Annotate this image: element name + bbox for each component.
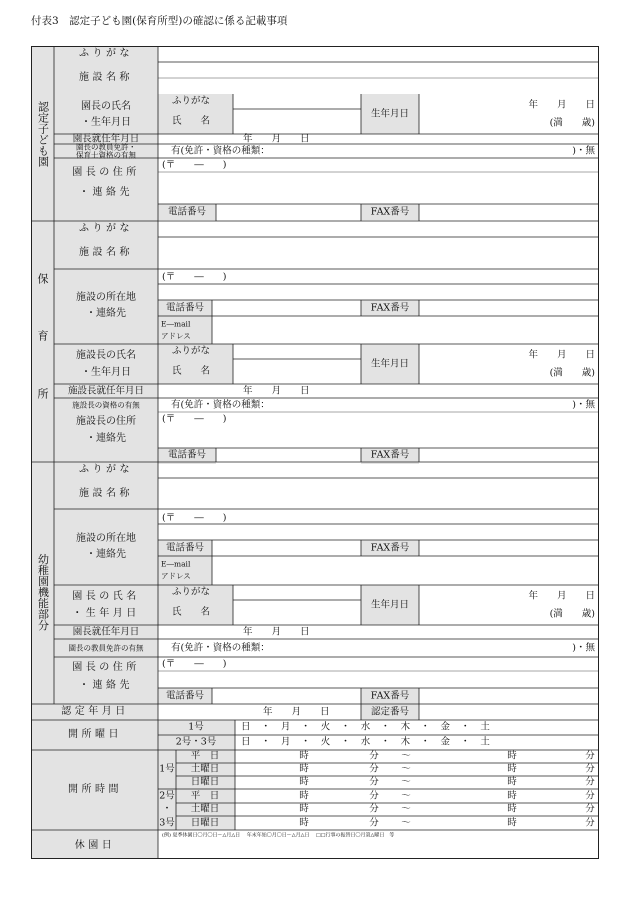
start-date-ymd-1: 年 月 日 — [243, 133, 310, 145]
label-birthdate-1: 生年月日 — [370, 108, 410, 120]
label-furigana-1: ふりがな — [79, 48, 133, 59]
license-none-2: )・無 — [572, 399, 595, 411]
section-label-kodomoen: 認定子ども園 — [36, 101, 50, 167]
hour-ji-end-4: 時 — [507, 790, 517, 802]
label-opening-hours: 開所時間 — [68, 784, 122, 795]
label-license-1a: 園長の教員免許・ — [76, 142, 136, 152]
hour-ji-4: 時 — [299, 790, 309, 802]
form-title: 付表3 認定子ども園(保育所型)の確認に係る記載事項 — [31, 15, 288, 27]
label-principal-name-1b: ・生年月日 — [81, 117, 131, 128]
label-weekday-1: 平 日 — [190, 750, 220, 762]
hour-ji-3: 時 — [299, 776, 309, 788]
label-type23-days: 2号・3号 — [175, 736, 217, 748]
label-sunday-1: 日曜日 — [190, 776, 220, 788]
label-name-3: 氏 名 — [172, 606, 211, 618]
hour-kara-4: 〜 — [401, 790, 411, 802]
label-phone-1: 電話番号 — [167, 206, 207, 218]
label-email-2b: アドレス — [161, 331, 191, 341]
age-3: (満 歳) — [549, 608, 595, 620]
hour-kara-2: 〜 — [401, 763, 411, 775]
label-saturday-1: 土曜日 — [190, 763, 220, 775]
birthdate-ymd-1: 年 月 日 — [528, 99, 595, 111]
label-principal-address-3b: ・連絡先 — [79, 680, 133, 691]
label-location-2a: 施設の所在地 — [76, 292, 136, 303]
hour-ji-6: 時 — [299, 817, 309, 829]
hour-fun-2: 分 — [369, 763, 379, 775]
section-label-yochien: 幼稚園機能部分 — [36, 553, 50, 631]
section-label-hoikusho-2: 育 — [37, 329, 49, 343]
label-teacher-license-3: 園長の教員免許の有無 — [68, 643, 144, 653]
label-type1-days: 1号 — [188, 721, 204, 733]
closed-days-example: (例) 夏季休園日〇月〇日〜△月△日 年末年始〇月〇日〜△月△日 □□行事の振替日〇月第△曜日 等 — [162, 832, 395, 839]
confirmation-form-table — [31, 46, 599, 859]
label-birthdate-2: 生年月日 — [370, 358, 410, 370]
label-email-2a: E―mail — [161, 319, 191, 329]
label-facility-name-1: 施設名称 — [79, 72, 133, 83]
label-qualification-2: 施設長の資格の有無 — [72, 400, 140, 410]
license-type-2: 有(免許・資格の種類： — [171, 399, 270, 411]
label-phone-2: 電話番号 — [165, 302, 205, 314]
postal-code-2: (〒 ― ) — [162, 271, 227, 283]
hour-fun-3: 分 — [369, 776, 379, 788]
start-date-ymd-3: 年 月 日 — [243, 626, 310, 638]
hour-ji-end-2: 時 — [507, 763, 517, 775]
label-weekday-2: 平 日 — [190, 790, 220, 802]
label-director-address-2b: ・連絡先 — [86, 433, 126, 444]
label-certification-number: 認定番号 — [370, 706, 410, 718]
hour-ji-1: 時 — [299, 750, 309, 762]
license-none-3: )・無 — [572, 642, 595, 654]
hour-ji-end-3: 時 — [507, 776, 517, 788]
postal-code-1: (〒 ― ) — [162, 159, 227, 171]
section-label-hoikusho-3: 所 — [37, 387, 49, 401]
label-furigana-2: ふりがな — [79, 223, 133, 234]
label-principal-address-3a: 園長の住所 — [72, 662, 140, 673]
label-facility-name-2: 施設名称 — [79, 247, 133, 258]
label-principal-start-date: 園長就任年月日 — [72, 133, 140, 145]
weekdays-type23: 日 ・ 月 ・ 火 ・ 水 ・ 木 ・ 金 ・ 土 — [241, 736, 491, 748]
label-furigana-small-2: ふりがな — [172, 345, 211, 357]
label-saturday-2: 土曜日 — [190, 803, 220, 815]
hour-fun-6: 分 — [369, 817, 379, 829]
label-fax-4: FAX番号 — [370, 542, 410, 554]
label-principal-name-1a: 園長の氏名 — [81, 101, 131, 112]
start-date-ymd-2: 年 月 日 — [243, 385, 310, 397]
hour-ji-end-1: 時 — [507, 750, 517, 762]
label-email-4b: アドレス — [161, 571, 191, 581]
label-fax-3: FAX番号 — [370, 449, 410, 461]
label-name-1: 氏 名 — [172, 115, 211, 127]
hour-kara-6: 〜 — [401, 817, 411, 829]
hour-ji-5: 時 — [299, 803, 309, 815]
hour-fun-end-2: 分 — [585, 763, 595, 775]
label-phone-3: 電話番号 — [167, 449, 207, 461]
hour-fun-end-4: 分 — [585, 790, 595, 802]
license-none-1: )・無 — [572, 145, 595, 157]
age-2: (満 歳) — [549, 367, 595, 379]
label-director-start-date: 施設長就任年月日 — [67, 385, 145, 397]
label-email-4a: E―mail — [161, 559, 191, 569]
label-type1-hours: 1号 — [159, 763, 175, 775]
certification-date-ymd: 年 月 日 — [263, 706, 330, 718]
label-phone-5: 電話番号 — [165, 690, 205, 702]
label-birthdate-3: 生年月日 — [370, 599, 410, 611]
label-principal-address-1b: ・連絡先 — [79, 187, 133, 198]
label-principal-address-1a: 園長の住所 — [72, 167, 140, 178]
weekdays-type1: 日 ・ 月 ・ 火 ・ 水 ・ 木 ・ 金 ・ 土 — [241, 721, 491, 733]
label-director-address-2a: 施設長の住所 — [76, 416, 136, 427]
hour-fun-1: 分 — [369, 750, 379, 762]
label-sunday-2: 日曜日 — [190, 817, 220, 829]
hour-fun-end-5: 分 — [585, 803, 595, 815]
label-furigana-3: ふりがな — [79, 464, 133, 475]
label-principal-name-3b: ・生年月日 — [72, 608, 140, 619]
label-location-2b: ・連絡先 — [86, 308, 126, 319]
label-certification-date: 認定年月日 — [61, 706, 129, 717]
birthdate-ymd-3: 年 月 日 — [528, 590, 595, 602]
postal-code-5: (〒 ― ) — [162, 658, 227, 670]
label-director-name-2b: ・生年月日 — [81, 367, 131, 378]
label-facility-name-3: 施設名称 — [79, 488, 133, 499]
label-type2-hours: 2号 — [159, 790, 175, 802]
hour-ji-end-5: 時 — [507, 803, 517, 815]
label-fax-1: FAX番号 — [370, 206, 410, 218]
label-dot-hours: ・ — [162, 803, 172, 815]
age-1: (満 歳) — [549, 117, 595, 129]
label-director-name-2a: 施設長の氏名 — [76, 350, 136, 361]
hour-fun-4: 分 — [369, 790, 379, 802]
hour-fun-end-3: 分 — [585, 776, 595, 788]
hour-kara-5: 〜 — [401, 803, 411, 815]
label-location-3b: ・連絡先 — [86, 549, 126, 560]
label-closed-days: 休園日 — [74, 840, 116, 851]
label-fax-5: FAX番号 — [370, 690, 410, 702]
label-name-2: 氏 名 — [172, 365, 211, 377]
license-type-3: 有(免許・資格の種類： — [171, 642, 270, 654]
hour-fun-end-1: 分 — [585, 750, 595, 762]
label-license-1b: 保育士資格の有無 — [76, 150, 136, 160]
hour-kara-1: 〜 — [401, 750, 411, 762]
postal-code-4: (〒 ― ) — [162, 512, 227, 524]
hour-fun-5: 分 — [369, 803, 379, 815]
label-fax-2: FAX番号 — [370, 302, 410, 314]
label-principal-start-date-3: 園長就任年月日 — [72, 626, 140, 638]
hour-kara-3: 〜 — [401, 776, 411, 788]
hour-fun-end-6: 分 — [585, 817, 595, 829]
postal-code-3: (〒 ― ) — [162, 413, 227, 425]
label-location-3a: 施設の所在地 — [76, 533, 136, 544]
label-opening-days: 開所曜日 — [68, 729, 122, 740]
label-furigana-small-3: ふりがな — [172, 586, 211, 598]
label-principal-name-3a: 園長の氏名 — [72, 591, 140, 602]
license-type-1: 有(免許・資格の種類： — [171, 145, 270, 157]
label-type3-hours: 3号 — [159, 817, 175, 829]
label-furigana-small-1: ふりがな — [172, 95, 211, 107]
birthdate-ymd-2: 年 月 日 — [528, 349, 595, 361]
section-label-hoikusho-1: 保 — [37, 272, 49, 286]
label-phone-4: 電話番号 — [165, 542, 205, 554]
hour-ji-end-6: 時 — [507, 817, 517, 829]
hour-ji-2: 時 — [299, 763, 309, 775]
